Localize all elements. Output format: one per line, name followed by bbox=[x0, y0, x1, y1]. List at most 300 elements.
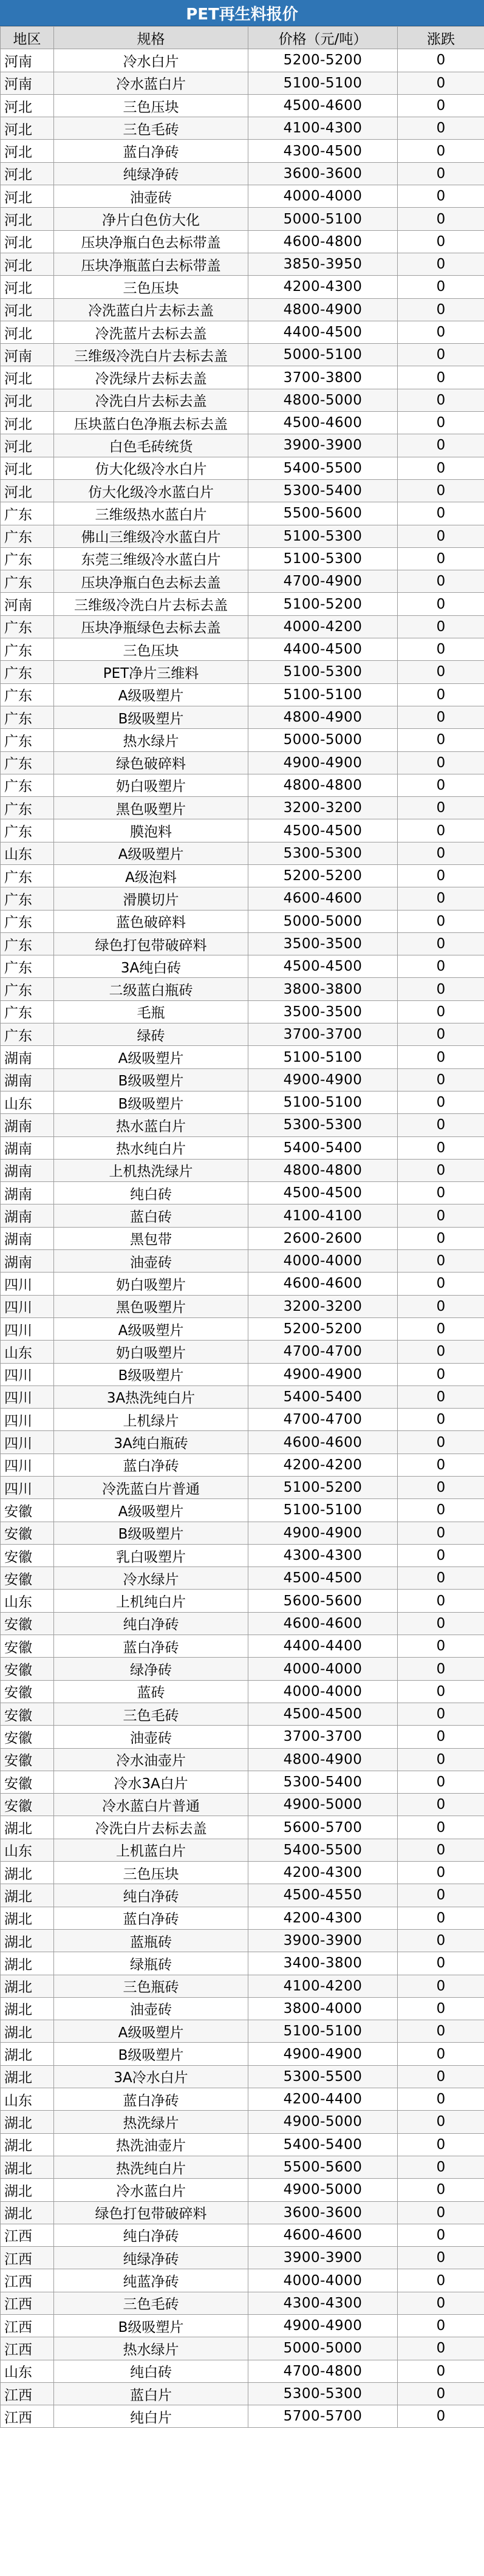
table-row bbox=[1, 366, 484, 389]
table-row bbox=[1, 72, 484, 94]
region-cell: 湖南 bbox=[1, 1046, 54, 1068]
change-cell: 0 bbox=[398, 638, 484, 661]
table-row bbox=[1, 1431, 484, 1454]
region-cell: 湖北 bbox=[1, 2156, 54, 2178]
price-cell: 4900-4900 bbox=[248, 1068, 398, 1091]
change-cell: 0 bbox=[398, 2111, 484, 2133]
spec-cell: A级吸塑片 bbox=[54, 2020, 248, 2043]
spec-cell: 奶白吸塑片 bbox=[54, 1273, 248, 1295]
spec-cell: 压块净瓶绿色去标去盖 bbox=[54, 615, 248, 638]
region-cell: 安徽 bbox=[1, 1794, 54, 1816]
spec-cell: 3A冷水白片 bbox=[54, 2065, 248, 2088]
table-row bbox=[1, 1975, 484, 1997]
price-cell: 3600-3600 bbox=[248, 162, 398, 185]
change-cell: 0 bbox=[398, 298, 484, 321]
price-cell: 4700-4800 bbox=[248, 2360, 398, 2382]
spec-cell: 滑膜切片 bbox=[54, 887, 248, 910]
table-row bbox=[1, 1748, 484, 1771]
table-row bbox=[1, 389, 484, 411]
table-row bbox=[1, 457, 484, 479]
region-cell: 安徽 bbox=[1, 1726, 54, 1748]
table-row bbox=[1, 1363, 484, 1385]
price-cell: 5400-5500 bbox=[248, 457, 398, 479]
price-cell: 5500-5600 bbox=[248, 502, 398, 525]
price-cell: 5100-5100 bbox=[248, 1499, 398, 1522]
price-cell: 4400-4400 bbox=[248, 1635, 398, 1658]
price-cell: 5100-5100 bbox=[248, 683, 398, 706]
change-cell: 0 bbox=[398, 1726, 484, 1748]
price-cell: 5200-5200 bbox=[248, 864, 398, 887]
table-row bbox=[1, 774, 484, 796]
spec-cell: 热水绿片 bbox=[54, 2337, 248, 2360]
region-cell: 四川 bbox=[1, 1317, 54, 1340]
spec-cell: 二级蓝白瓶砖 bbox=[54, 978, 248, 1000]
table-row bbox=[1, 932, 484, 955]
change-cell: 0 bbox=[398, 502, 484, 525]
price-cell: 5300-5300 bbox=[248, 1114, 398, 1136]
spec-cell: 油壶砖 bbox=[54, 1250, 248, 1273]
region-cell: 湖北 bbox=[1, 1862, 54, 1884]
change-cell: 0 bbox=[398, 706, 484, 728]
table-row bbox=[1, 1091, 484, 1113]
spec-cell: 油壶砖 bbox=[54, 1997, 248, 2020]
spec-cell: B级吸塑片 bbox=[54, 1091, 248, 1113]
change-cell: 0 bbox=[398, 1544, 484, 1566]
price-cell: 4600-4600 bbox=[248, 887, 398, 910]
price-cell: 4000-4000 bbox=[248, 2269, 398, 2292]
region-cell: 四川 bbox=[1, 1431, 54, 1454]
table-row bbox=[1, 276, 484, 298]
change-cell: 0 bbox=[398, 140, 484, 162]
table-row bbox=[1, 94, 484, 117]
price-cell: 3850-3950 bbox=[248, 253, 398, 275]
region-cell: 湖北 bbox=[1, 1997, 54, 2020]
change-cell: 0 bbox=[398, 819, 484, 842]
region-cell: 广东 bbox=[1, 751, 54, 774]
change-cell: 0 bbox=[398, 1635, 484, 1658]
region-cell: 广东 bbox=[1, 638, 54, 661]
change-cell: 0 bbox=[398, 2133, 484, 2156]
spec-cell: 压块净瓶蓝白去标带盖 bbox=[54, 253, 248, 275]
price-cell: 4000-4000 bbox=[248, 185, 398, 208]
price-cell: 3800-4000 bbox=[248, 1997, 398, 2020]
price-cell: 5400-5400 bbox=[248, 1385, 398, 1408]
region-cell: 湖北 bbox=[1, 1952, 54, 1975]
spec-cell: 冷水3A白片 bbox=[54, 1771, 248, 1793]
price-cell: 5600-5700 bbox=[248, 1816, 398, 1839]
spec-cell: 三维级热水蓝白片 bbox=[54, 502, 248, 525]
table-row bbox=[1, 2043, 484, 2065]
price-cell: 5100-5200 bbox=[248, 1477, 398, 1499]
spec-cell: A级吸塑片 bbox=[54, 1046, 248, 1068]
spec-cell: 上机绿片 bbox=[54, 1409, 248, 1431]
table-row bbox=[1, 1341, 484, 1363]
change-cell: 0 bbox=[398, 842, 484, 864]
change-cell: 0 bbox=[398, 230, 484, 253]
change-cell: 0 bbox=[398, 2201, 484, 2224]
region-cell: 河北 bbox=[1, 140, 54, 162]
price-cell: 5300-5500 bbox=[248, 2065, 398, 2088]
region-cell: 江西 bbox=[1, 2314, 54, 2337]
spec-cell: 3A纯白瓶砖 bbox=[54, 1431, 248, 1454]
region-cell: 安徽 bbox=[1, 1544, 54, 1566]
region-cell: 湖南 bbox=[1, 1250, 54, 1273]
table-row bbox=[1, 1454, 484, 1476]
spec-cell: B级吸塑片 bbox=[54, 1363, 248, 1385]
price-cell: 4100-4300 bbox=[248, 117, 398, 140]
table-row bbox=[1, 1317, 484, 1340]
region-cell: 江西 bbox=[1, 2337, 54, 2360]
spec-cell: 奶白吸塑片 bbox=[54, 1341, 248, 1363]
price-cell: 5000-5000 bbox=[248, 910, 398, 932]
price-cell: 5200-5200 bbox=[248, 1317, 398, 1340]
price-cell: 3900-3900 bbox=[248, 434, 398, 457]
table-row bbox=[1, 2156, 484, 2178]
spec-cell: 东莞三维级冷水蓝白片 bbox=[54, 547, 248, 570]
price-cell: 4100-4100 bbox=[248, 1204, 398, 1227]
region-cell: 湖南 bbox=[1, 1204, 54, 1227]
region-cell: 安徽 bbox=[1, 1499, 54, 1522]
price-cell: 3700-3700 bbox=[248, 1023, 398, 1046]
change-cell: 0 bbox=[398, 1794, 484, 1816]
table-row bbox=[1, 2088, 484, 2111]
price-cell: 5600-5600 bbox=[248, 1590, 398, 1612]
change-cell: 0 bbox=[398, 978, 484, 1000]
table-row bbox=[1, 842, 484, 864]
price-cell: 4300-4300 bbox=[248, 2292, 398, 2314]
spec-cell: 仿大化级冷水蓝白片 bbox=[54, 479, 248, 502]
region-cell: 广东 bbox=[1, 819, 54, 842]
region-cell: 广东 bbox=[1, 955, 54, 978]
spec-cell: 油壶砖 bbox=[54, 1726, 248, 1748]
table-row bbox=[1, 1884, 484, 1907]
price-cell: 3200-3200 bbox=[248, 1295, 398, 1317]
table-row bbox=[1, 1295, 484, 1317]
price-cell: 5200-5200 bbox=[248, 49, 398, 72]
table-row bbox=[1, 412, 484, 434]
change-cell: 0 bbox=[398, 344, 484, 366]
table-row bbox=[1, 2020, 484, 2043]
price-cell: 4900-5000 bbox=[248, 2111, 398, 2133]
region-cell: 湖北 bbox=[1, 1907, 54, 1929]
spec-cell: 压块净瓶白色去标去盖 bbox=[54, 570, 248, 593]
change-cell: 0 bbox=[398, 1295, 484, 1317]
price-cell: 5100-5300 bbox=[248, 547, 398, 570]
spec-cell: 绿色打包带破碎料 bbox=[54, 932, 248, 955]
change-cell: 0 bbox=[398, 1182, 484, 1204]
spec-cell: 蓝色破碎料 bbox=[54, 910, 248, 932]
spec-cell: 蓝白净砖 bbox=[54, 1635, 248, 1658]
spec-cell: 冷水白片 bbox=[54, 49, 248, 72]
change-cell: 0 bbox=[398, 1409, 484, 1431]
change-cell: 0 bbox=[398, 94, 484, 117]
change-cell: 0 bbox=[398, 729, 484, 751]
price-cell: 5700-5700 bbox=[248, 2405, 398, 2428]
price-cell: 5000-5100 bbox=[248, 208, 398, 230]
spec-cell: A级吸塑片 bbox=[54, 1317, 248, 1340]
region-cell: 安徽 bbox=[1, 1680, 54, 1703]
change-cell: 0 bbox=[398, 2314, 484, 2337]
spec-cell: B级吸塑片 bbox=[54, 1068, 248, 1091]
price-cell: 3500-3500 bbox=[248, 932, 398, 955]
spec-cell: 蓝白片 bbox=[54, 2382, 248, 2405]
price-cell: 4800-5000 bbox=[248, 389, 398, 411]
price-cell: 5000-5000 bbox=[248, 2337, 398, 2360]
change-cell: 0 bbox=[398, 1612, 484, 1635]
spec-cell: A级吸塑片 bbox=[54, 1499, 248, 1522]
region-cell: 河北 bbox=[1, 185, 54, 208]
spec-cell: 上机蓝白片 bbox=[54, 1839, 248, 1861]
region-cell: 四川 bbox=[1, 1295, 54, 1317]
price-cell: 3600-3600 bbox=[248, 2201, 398, 2224]
change-cell: 0 bbox=[398, 1975, 484, 1997]
change-cell: 0 bbox=[398, 1000, 484, 1023]
table-row bbox=[1, 2382, 484, 2405]
spec-cell: 纯蓝净砖 bbox=[54, 2269, 248, 2292]
spec-cell: 压块蓝白色净瓶去标去盖 bbox=[54, 412, 248, 434]
spec-cell: 冷洗白片去标去盖 bbox=[54, 389, 248, 411]
table-row bbox=[1, 2405, 484, 2428]
spec-cell: 冷水蓝白片 bbox=[54, 2179, 248, 2201]
spec-cell: 热水绿片 bbox=[54, 729, 248, 751]
table-row bbox=[1, 593, 484, 615]
table-row bbox=[1, 2133, 484, 2156]
region-cell: 河北 bbox=[1, 253, 54, 275]
spec-cell: 纯白片 bbox=[54, 2405, 248, 2428]
price-cell: 4400-4500 bbox=[248, 321, 398, 343]
price-cell: 4000-4000 bbox=[248, 1680, 398, 1703]
spec-cell: 黑色吸塑片 bbox=[54, 1295, 248, 1317]
table-row bbox=[1, 1159, 484, 1181]
price-cell: 3900-3900 bbox=[248, 1929, 398, 1952]
region-cell: 河北 bbox=[1, 389, 54, 411]
region-cell: 河南 bbox=[1, 593, 54, 615]
table-body bbox=[1, 49, 484, 2428]
spec-cell: B级吸塑片 bbox=[54, 1522, 248, 1544]
table-row bbox=[1, 955, 484, 978]
spec-cell: 热洗纯白片 bbox=[54, 2156, 248, 2178]
header-spec: 规格 bbox=[54, 27, 248, 49]
region-cell: 山东 bbox=[1, 2088, 54, 2111]
change-cell: 0 bbox=[398, 1477, 484, 1499]
spec-cell: 纯白砖 bbox=[54, 1182, 248, 1204]
spec-cell: 三色毛砖 bbox=[54, 2292, 248, 2314]
price-cell: 4400-4500 bbox=[248, 638, 398, 661]
price-cell: 4200-4300 bbox=[248, 276, 398, 298]
region-cell: 广东 bbox=[1, 615, 54, 638]
price-cell: 5500-5600 bbox=[248, 2156, 398, 2178]
region-cell: 广东 bbox=[1, 661, 54, 683]
table-row bbox=[1, 1567, 484, 1590]
spec-cell: 蓝白净砖 bbox=[54, 1907, 248, 1929]
price-cell: 5300-5400 bbox=[248, 1771, 398, 1793]
table-row bbox=[1, 1227, 484, 1249]
spec-cell: 奶白吸塑片 bbox=[54, 774, 248, 796]
region-cell: 河北 bbox=[1, 366, 54, 389]
change-cell: 0 bbox=[398, 321, 484, 343]
change-cell: 0 bbox=[398, 117, 484, 140]
price-cell: 4800-4900 bbox=[248, 1748, 398, 1771]
region-cell: 山东 bbox=[1, 2360, 54, 2382]
spec-cell: 上机热洗绿片 bbox=[54, 1159, 248, 1181]
region-cell: 广东 bbox=[1, 864, 54, 887]
spec-cell: 三色压块 bbox=[54, 638, 248, 661]
table-row bbox=[1, 910, 484, 932]
table-row bbox=[1, 1929, 484, 1952]
change-cell: 0 bbox=[398, 1317, 484, 1340]
table-row bbox=[1, 2247, 484, 2269]
spec-cell: 纯绿净砖 bbox=[54, 162, 248, 185]
table-row bbox=[1, 1862, 484, 1884]
table-row bbox=[1, 479, 484, 502]
price-cell: 4800-4800 bbox=[248, 1159, 398, 1181]
change-cell: 0 bbox=[398, 864, 484, 887]
change-cell: 0 bbox=[398, 1748, 484, 1771]
change-cell: 0 bbox=[398, 2247, 484, 2269]
price-cell: 4500-4500 bbox=[248, 955, 398, 978]
price-cell: 4200-4200 bbox=[248, 1454, 398, 1476]
price-cell: 4600-4800 bbox=[248, 230, 398, 253]
table-row bbox=[1, 1046, 484, 1068]
change-cell: 0 bbox=[398, 910, 484, 932]
price-cell: 4900-5000 bbox=[248, 1794, 398, 1816]
price-cell: 5100-5100 bbox=[248, 1091, 398, 1113]
table-row bbox=[1, 2360, 484, 2382]
price-cell: 5300-5300 bbox=[248, 2382, 398, 2405]
price-cell: 5100-5300 bbox=[248, 661, 398, 683]
spec-cell: 蓝瓶砖 bbox=[54, 1929, 248, 1952]
price-cell: 4600-4600 bbox=[248, 1612, 398, 1635]
spec-cell: 绿色打包带破碎料 bbox=[54, 2201, 248, 2224]
change-cell: 0 bbox=[398, 2156, 484, 2178]
region-cell: 河北 bbox=[1, 162, 54, 185]
region-cell: 江西 bbox=[1, 2224, 54, 2246]
region-cell: 河北 bbox=[1, 434, 54, 457]
change-cell: 0 bbox=[398, 1499, 484, 1522]
region-cell: 河北 bbox=[1, 298, 54, 321]
region-cell: 河南 bbox=[1, 72, 54, 94]
change-cell: 0 bbox=[398, 2088, 484, 2111]
change-cell: 0 bbox=[398, 1771, 484, 1793]
price-table bbox=[0, 26, 484, 2428]
spec-cell: 冷洗蓝白片去标去盖 bbox=[54, 298, 248, 321]
region-cell: 湖南 bbox=[1, 1182, 54, 1204]
price-cell: 4300-4300 bbox=[248, 1544, 398, 1566]
change-cell: 0 bbox=[398, 1136, 484, 1159]
change-cell: 0 bbox=[398, 208, 484, 230]
region-cell: 湖南 bbox=[1, 1114, 54, 1136]
spec-cell: 蓝白净砖 bbox=[54, 2088, 248, 2111]
header-price: 价格（元/吨） bbox=[248, 27, 398, 49]
table-row bbox=[1, 683, 484, 706]
table-row bbox=[1, 230, 484, 253]
table-row bbox=[1, 1023, 484, 1046]
price-cell: 4900-4900 bbox=[248, 1522, 398, 1544]
region-cell: 河北 bbox=[1, 457, 54, 479]
price-cell: 4600-4600 bbox=[248, 1431, 398, 1454]
spec-cell: 三色压块 bbox=[54, 276, 248, 298]
table-row bbox=[1, 729, 484, 751]
spec-cell: 三色压块 bbox=[54, 1862, 248, 1884]
table-row bbox=[1, 49, 484, 72]
price-cell: 5100-5300 bbox=[248, 525, 398, 547]
table-row bbox=[1, 1997, 484, 2020]
table-row bbox=[1, 2224, 484, 2246]
change-cell: 0 bbox=[398, 751, 484, 774]
table-row bbox=[1, 1658, 484, 1680]
spec-cell: 冷洗蓝片去标去盖 bbox=[54, 321, 248, 343]
table-row bbox=[1, 2292, 484, 2314]
spec-cell: 三色毛砖 bbox=[54, 117, 248, 140]
price-cell: 4900-4900 bbox=[248, 2043, 398, 2065]
spec-cell: 冷洗绿片去标去盖 bbox=[54, 366, 248, 389]
price-cell: 4700-4700 bbox=[248, 1341, 398, 1363]
table-row bbox=[1, 1794, 484, 1816]
price-cell: 4000-4000 bbox=[248, 1250, 398, 1273]
price-cell: 2600-2600 bbox=[248, 1227, 398, 1249]
table-row bbox=[1, 570, 484, 593]
change-cell: 0 bbox=[398, 1068, 484, 1091]
region-cell: 广东 bbox=[1, 706, 54, 728]
price-cell: 5100-5200 bbox=[248, 593, 398, 615]
table-row bbox=[1, 2201, 484, 2224]
change-cell: 0 bbox=[398, 1680, 484, 1703]
change-cell: 0 bbox=[398, 2360, 484, 2382]
price-cell: 4200-4300 bbox=[248, 1907, 398, 1929]
region-cell: 湖北 bbox=[1, 2179, 54, 2201]
price-cell: 4000-4200 bbox=[248, 615, 398, 638]
price-cell: 4500-4500 bbox=[248, 1703, 398, 1725]
region-cell: 湖北 bbox=[1, 1816, 54, 1839]
region-cell: 广东 bbox=[1, 1023, 54, 1046]
spec-cell: 纯白净砖 bbox=[54, 2224, 248, 2246]
price-cell: 4600-4600 bbox=[248, 2224, 398, 2246]
change-cell: 0 bbox=[398, 49, 484, 72]
region-cell: 广东 bbox=[1, 502, 54, 525]
table-row bbox=[1, 1522, 484, 1544]
change-cell: 0 bbox=[398, 661, 484, 683]
table-row bbox=[1, 1952, 484, 1975]
spec-cell: A级吸塑片 bbox=[54, 842, 248, 864]
spec-cell: 冷水蓝白片普通 bbox=[54, 1794, 248, 1816]
spec-cell: 纯白净砖 bbox=[54, 1884, 248, 1907]
price-cell: 5400-5400 bbox=[248, 2133, 398, 2156]
header-row bbox=[1, 27, 484, 49]
change-cell: 0 bbox=[398, 932, 484, 955]
price-cell: 4000-4000 bbox=[248, 1658, 398, 1680]
price-cell: 4800-4900 bbox=[248, 706, 398, 728]
spec-cell: 白色毛砖统货 bbox=[54, 434, 248, 457]
table-row bbox=[1, 1907, 484, 1929]
sheet-title: PET再生料报价 bbox=[0, 0, 484, 26]
change-cell: 0 bbox=[398, 434, 484, 457]
spec-cell: 绿色破碎料 bbox=[54, 751, 248, 774]
price-cell: 4800-4900 bbox=[248, 298, 398, 321]
spec-cell: 冷水蓝白片 bbox=[54, 72, 248, 94]
table-row bbox=[1, 864, 484, 887]
change-cell: 0 bbox=[398, 1227, 484, 1249]
change-cell: 0 bbox=[398, 2224, 484, 2246]
region-cell: 湖北 bbox=[1, 1884, 54, 1907]
region-cell: 山东 bbox=[1, 1341, 54, 1363]
table-row bbox=[1, 1250, 484, 1273]
spec-cell: 冷洗白片去标去盖 bbox=[54, 1816, 248, 1839]
table-row bbox=[1, 2269, 484, 2292]
price-cell: 5100-5100 bbox=[248, 72, 398, 94]
spec-cell: 三色毛砖 bbox=[54, 1703, 248, 1725]
table-row bbox=[1, 1068, 484, 1091]
region-cell: 湖南 bbox=[1, 1136, 54, 1159]
